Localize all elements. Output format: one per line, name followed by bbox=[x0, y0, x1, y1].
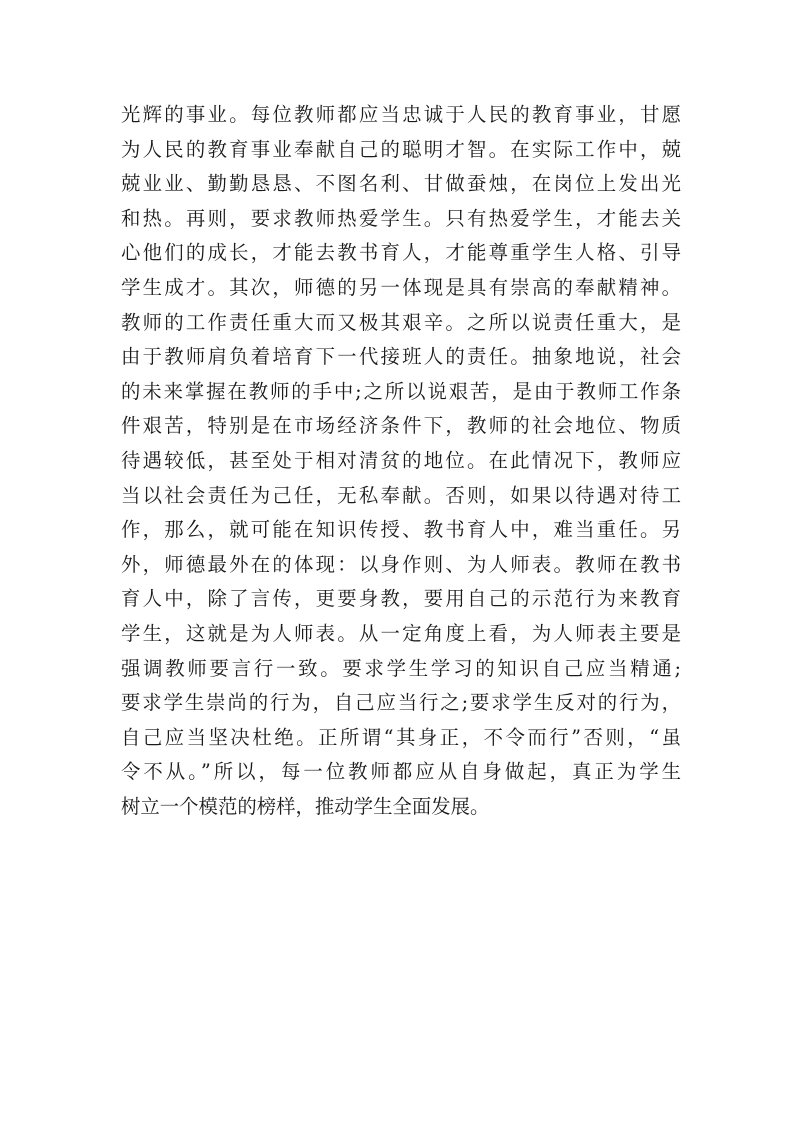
text-line: 由于教师肩负着培育下一代接班人的责任。抽象地说，社会 bbox=[121, 345, 681, 369]
text-line: 和热。再则，要求教师热爱学生。只有热爱学生，才能去关 bbox=[121, 206, 681, 230]
text-line: 心他们的成长，才能去教书育人，才能尊重学生人格、引导 bbox=[121, 241, 681, 265]
text-line: 强调教师要言行一致。要求学生学习的知识自己应当精通; bbox=[121, 656, 681, 680]
text-line: 教师的工作责任重大而又极其艰辛。之所以说责任重大，是 bbox=[121, 310, 681, 334]
text-line: 兢业业、勤勤恳恳、不图名利、甘做蚕烛，在岗位上发出光 bbox=[121, 172, 681, 196]
text-line: 令不从。”所以，每一位教师都应从自身做起，真正为学生 bbox=[121, 760, 681, 784]
body-paragraph bbox=[121, 98, 681, 824]
text-line: 光辉的事业。每位教师都应当忠诚于人民的教育事业，甘愿 bbox=[121, 103, 681, 126]
text-line: 当以社会责任为己任，无私奉献。否则，如果以待遇对待工 bbox=[121, 483, 681, 507]
text-line: 待遇较低，甚至处于相对清贫的地位。在此情况下，教师应 bbox=[121, 448, 681, 472]
text-line: 自己应当坚决杜绝。正所谓“其身正，不令而行”否则，“虽 bbox=[121, 725, 681, 749]
text-line: 学生成才。其次，师德的另一体现是具有崇高的奉献精神。 bbox=[121, 275, 681, 299]
text-line: 件艰苦，特别是在市场经济条件下，教师的社会地位、物质 bbox=[121, 414, 681, 438]
text-line: 为人民的教育事业奉献自己的聪明才智。在实际工作中，兢 bbox=[121, 137, 681, 161]
text-line: 外，师德最外在的体现：以身作则、为人师表。教师在教书 bbox=[121, 552, 681, 576]
text-line: 树立一个模范的榜样，推动学生全面发展。 bbox=[121, 794, 490, 818]
text-line: 学生，这就是为人师表。从一定角度上看，为人师表主要是 bbox=[121, 621, 681, 645]
text-line: 作，那么，就可能在知识传授、教书育人中，难当重任。另 bbox=[121, 518, 681, 542]
text-line: 的未来掌握在教师的手中;之所以说艰苦，是由于教师工作条 bbox=[121, 379, 681, 403]
text-line: 要求学生崇尚的行为，自己应当行之;要求学生反对的行为， bbox=[121, 691, 681, 715]
text-line: 育人中，除了言传，更要身教，要用自己的示范行为来教育 bbox=[121, 587, 681, 611]
